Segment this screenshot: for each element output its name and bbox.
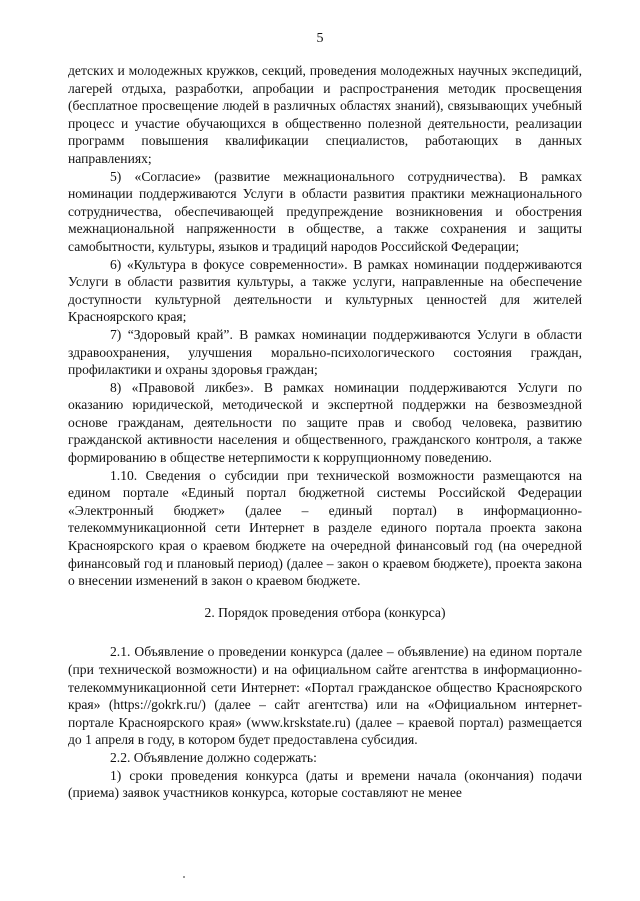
page-number: 5 <box>316 31 324 46</box>
paragraph-2-1: 2.1. Объявление о проведении конкурса (далее – объявление) на едином портале (при технической возможности) и на официальном сайте агентства в информационно-телекоммуникационной сети Интернет: «Портал гражданское общество Красноярского края» (https://gokrk.ru/) (далее – сайт агентства) или на «Официальном интернет-портале Красноярского края» (www.krskstate.ru) (далее – краевой портал) размещается до 1 апреля в году, в котором будет предоставлена субсидия. <box>68 644 582 748</box>
paragraph-2-2-item-1: 1) сроки проведения конкурса (даты и времени начала (окончания) подачи (приема) заявок участников конкурса, которые составляют не менее <box>68 767 582 801</box>
document-body <box>68 62 582 802</box>
paragraph-nomination-7: 7) “Здоровый край”. В рамках номинации поддерживаются Услуги в области здравоохранения, улучшения морально-психологического состояния граждан, профилактики и охраны здоровья граждан; <box>68 326 582 378</box>
paragraph-nomination-6: 6) «Культура в фокусе современности». В рамках номинации поддерживаются Услуги в области развития культуры, а также услуги, направленные на обеспечение доступности культурной деятельности и культурных ценностей для жителей Красноярского края; <box>68 256 582 325</box>
paragraph-continuation: детских и молодежных кружков, секций, проведения молодежных научных экспедиций, лагерей отдыха, разработки, апробации и распространения методик просвещения (бесплатное просвещение людей в различных областях знаний), связывающих учебный процесс и участие обучающихся в общественно полезной деятельности, реализации программ повышения квалификации специалистов, работающих в данных направлениях; <box>68 63 582 166</box>
section-heading: 2. Порядок проведения отбора (конкурса) <box>204 604 446 620</box>
paragraph-nomination-8: 8) «Правовой ликбез». В рамках номинации поддерживаются Услуги по оказанию юридической, методической и экспертной поддержки на безвозмездной основе гражданам, деятельности по защите прав и свобод человека, развитию гражданской активности населения и общественного, гражданского контроля, а также формированию в обществе нетерпимости к коррупционному поведению. <box>68 379 582 466</box>
scan-dot <box>183 876 185 878</box>
paragraph-nomination-5: 5) «Согласие» (развитие межнационального сотрудничества). В рамках номинации поддерживаются Услуги в области развития практики межнационального сотрудничества, обеспечивающей предупреждение возникновения и обострения межнациональной напряженности в обществе, а также сохранения и защиты самобытности, культуры, языков и традиций народов Российской Федерации; <box>68 168 582 254</box>
paragraph-1-10: 1.10. Сведения о субсидии при технической возможности размещаются на едином портале «Единый портал бюджетной системы Российской Федерации «Электронный бюджет» (далее – единый портал) в информационно-телекоммуникационной сети Интернет в разделе единого портала проекта закона Красноярского края о краевом бюджете на очередной финансовый год (на очередной финансовый год и плановый период) (далее – закон о краевом бюджете), проекта закона о внесении изменений в закон о краевом бюджете. <box>68 467 582 589</box>
paragraph-2-2: 2.2. Объявление должно содержать: <box>110 749 317 765</box>
